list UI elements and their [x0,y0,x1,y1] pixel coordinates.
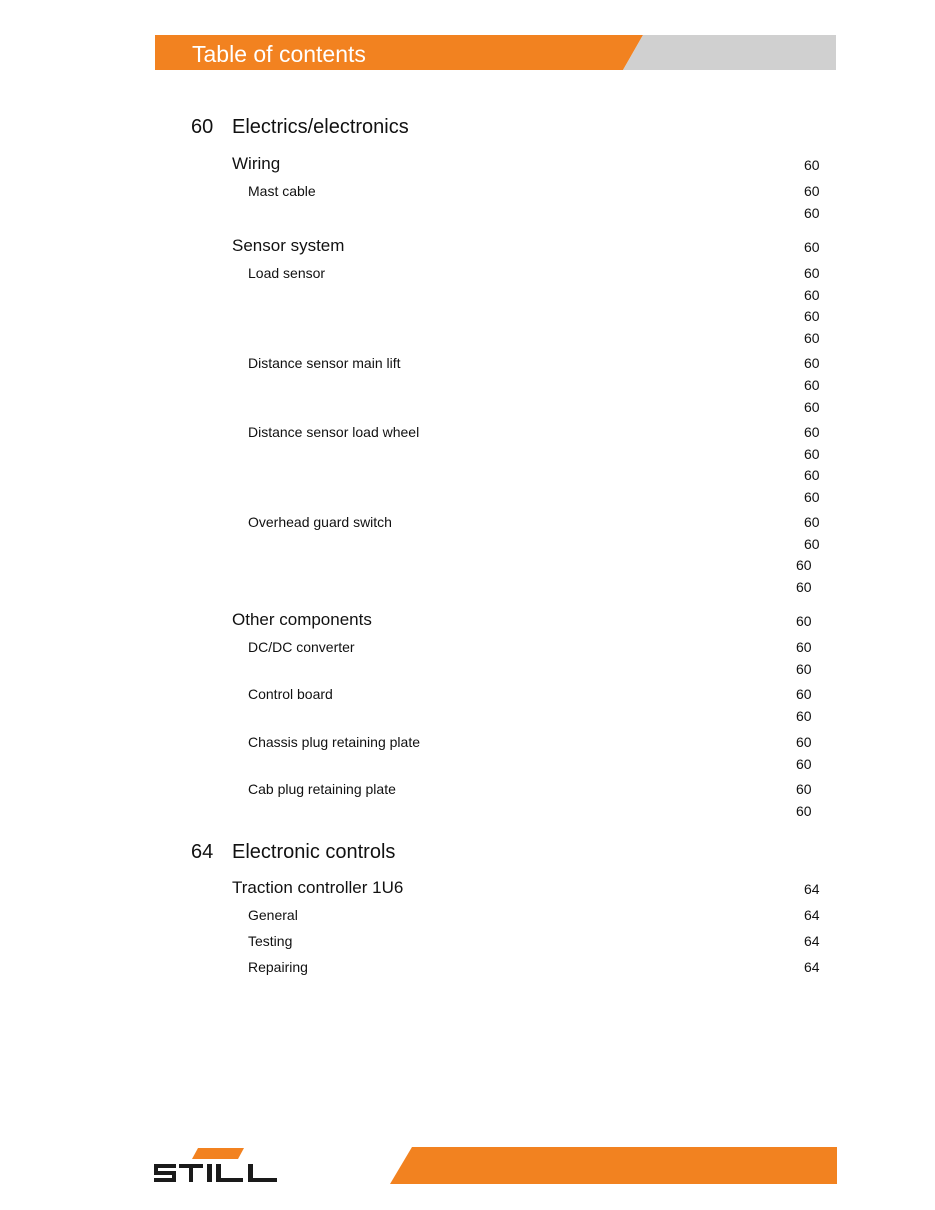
page-number: 60 [804,399,820,415]
toc-entry[interactable]: Control board [248,686,333,702]
toc-entry[interactable]: General [248,907,298,923]
page-number: 64 [804,933,820,949]
chapter-number: 60 [191,116,214,138]
chapter-title: Electronic controls [232,841,396,863]
page-number: 60 [804,446,820,462]
page-number: 60 [804,467,820,483]
page-number: 60 [804,377,820,393]
page-number: 60 [804,308,820,324]
page-title: Table of contents [192,41,366,67]
page-number: 60 [804,536,820,552]
page-number: 60 [804,330,820,346]
chapter-title: Electrics/electronics [232,116,409,138]
page-number: 60 [804,157,820,173]
toc-entry[interactable]: Chassis plug retaining plate [248,734,420,750]
toc-entry[interactable]: Testing [248,933,293,949]
toc-entry[interactable]: Cab plug retaining plate [248,781,396,797]
page-number: 60 [804,239,820,255]
page-number: 60 [796,686,812,702]
section-title[interactable]: Sensor system [232,236,345,255]
footer-band [390,1147,837,1189]
page-number: 60 [804,205,820,221]
page-number: 60 [796,557,812,573]
page-number: 60 [796,613,812,629]
page-number: 60 [804,489,820,505]
section-title[interactable]: Traction controller 1U6 [232,878,404,897]
page-number: 60 [796,756,812,772]
toc-entry[interactable]: Distance sensor load wheel [248,424,420,440]
page-number: 60 [796,639,812,655]
page-number: 60 [796,579,812,595]
page-number: 64 [804,881,820,897]
page-number: 64 [804,907,820,923]
page-number: 60 [804,183,820,199]
page-number: 60 [796,734,812,750]
page-number: 60 [804,514,820,530]
page-number: 60 [796,781,812,797]
section-title[interactable]: Wiring [232,154,281,173]
page-number: 60 [804,287,820,303]
page-number: 64 [804,959,820,975]
toc-entry[interactable]: Load sensor [248,265,326,281]
page-number: 60 [796,661,812,677]
page-number: 60 [804,355,820,371]
page-number: 60 [796,803,812,819]
still-logo [154,1147,280,1190]
toc-entry[interactable]: DC/DC converter [248,639,355,655]
page-number: 60 [804,265,820,281]
toc-entry[interactable]: Distance sensor main lift [248,355,401,371]
toc-entry[interactable]: Repairing [248,959,308,975]
toc-entry[interactable]: Overhead guard switch [248,514,392,530]
section-title[interactable]: Other components [232,610,372,629]
chapter-number: 64 [191,841,214,863]
toc-entry[interactable]: Mast cable [248,183,316,199]
page-number: 60 [804,424,820,440]
page-number: 60 [796,708,812,724]
